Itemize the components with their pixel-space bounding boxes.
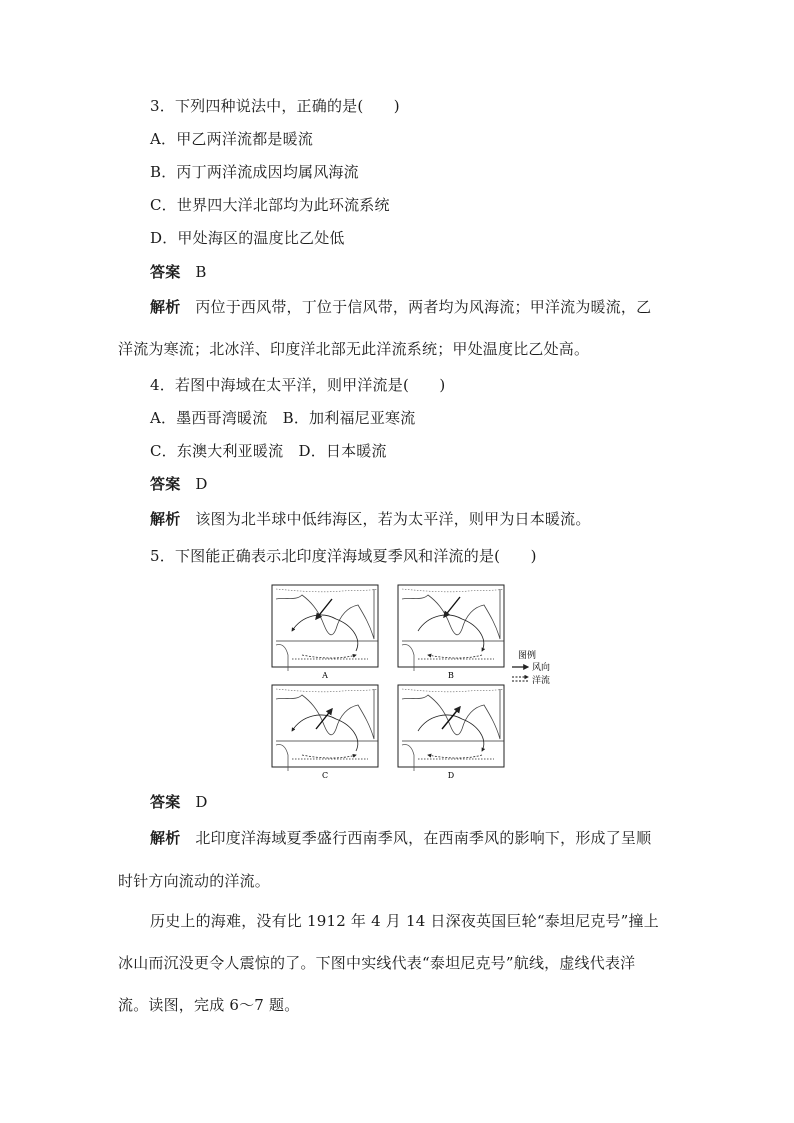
analysis-label: 解析: [150, 510, 181, 528]
answer-value: D: [195, 475, 208, 493]
q3-answer: [150, 262, 207, 282]
panel-label-c: C: [321, 771, 329, 779]
q3-analysis: [150, 297, 651, 317]
analysis-label: 解析: [150, 298, 181, 316]
monsoon-current-figure: [270, 583, 570, 779]
legend-title: 图例: [518, 651, 537, 661]
passage-line-3: 流。读图，完成 6～7 题。: [118, 996, 300, 1014]
answer-label: 答案: [150, 475, 181, 493]
panel-b-map: [398, 585, 504, 671]
answer-label: 答案: [150, 263, 181, 281]
passage-line-1: 历史上的海难，没有比 1912 年 4 月 14 日深夜英国巨轮“泰坦尼克号”撞上: [150, 912, 659, 930]
q4-options-ab: A．墨西哥湾暖流 B．加利福尼亚寒流: [150, 409, 416, 427]
answer-value: B: [195, 263, 207, 281]
answer-label: 答案: [150, 793, 181, 811]
panel-d-map: [398, 685, 504, 771]
analysis-text: 丙位于西风带，丁位于信风带，两者均为风海流；甲洋流为暖流，乙: [195, 298, 652, 316]
panel-c-map: [272, 685, 378, 771]
q5-analysis: [150, 828, 651, 848]
q3-stem: 3．下列四种说法中，正确的是( ): [150, 97, 400, 115]
q5-analysis-continued: 时针方向流动的洋流。: [118, 872, 271, 890]
analysis-text: 该图为北半球中低纬海区，若为太平洋，则甲为日本暖流。: [195, 510, 591, 528]
q4-stem: 4．若图中海域在太平洋，则甲洋流是( ): [150, 376, 446, 394]
panel-label-b: B: [448, 671, 454, 680]
q3-option-d: D．甲处海区的温度比乙处低: [150, 229, 345, 247]
legend-current-label: 洋流: [532, 676, 551, 686]
analysis-text: 北印度洋海域夏季盛行西南季风，在西南季风的影响下，形成了呈顺: [195, 829, 652, 847]
q3-option-b: B．丙丁两洋流成因均属风海流: [150, 163, 359, 181]
q4-answer: [150, 474, 208, 494]
figure-legend: [512, 649, 550, 686]
answer-value: D: [195, 793, 208, 811]
q5-stem: 5．下图能正确表示北印度洋海域夏季风和洋流的是( ): [150, 547, 537, 565]
q3-option-a: A．甲乙两洋流都是暖流: [150, 130, 314, 148]
analysis-label: 解析: [150, 829, 181, 847]
q3-option-c: C．世界四大洋北部均为此环流系统: [150, 196, 390, 214]
panel-a-map: [272, 585, 378, 671]
panel-label-a: A: [322, 671, 328, 680]
passage-line-2: 冰山而沉没更令人震惊的了。下图中实线代表“泰坦尼克号”航线，虚线代表洋: [118, 954, 636, 972]
q4-analysis: [150, 509, 591, 529]
q5-answer: [150, 792, 208, 812]
legend-wind-label: 风向: [532, 663, 551, 673]
figure-svg: [270, 583, 570, 779]
q4-options-cd: C．东澳大利亚暖流 D．日本暖流: [150, 442, 387, 460]
q3-analysis-continued: 洋流为寒流；北冰洋、印度洋北部无此洋流系统；甲处温度比乙处高。: [118, 340, 590, 358]
panel-label-d: D: [447, 771, 455, 779]
